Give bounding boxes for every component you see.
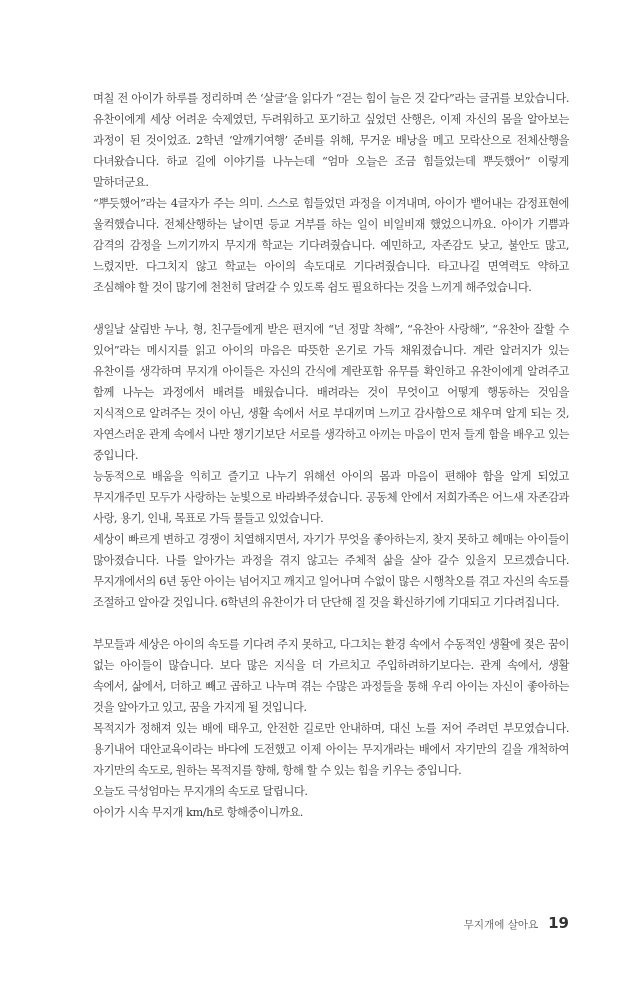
paragraph: 생일날 살림반 누나, 형, 친구들에게 받은 편지에 “넌 정말 착해”, “유찬아 사랑해”, “유찬아 잘할 수 있어”라는 메시지를 읽고 아이의 마음은 따뜻한 온기로 가득 채워졌습니다. 계란 알러지가 있는 유찬이를 생각하며 무지개 아이들은 자신의 간식에 계란포함 유무를 확인하고 유찬이에게 알려주고 함께 나누는 과정에서 배려를 배웠습니다. 배려라는 것이 무엇이고 어떻게 행동하는 것임을 지식적으로 알려주는 것이 아닌, 생활 속에서 서로 부대끼며 느끼고 감사함으로 채우며 알게 되는 것, 자연스러운 관계 속에서 나만 챙기기보단 서로를 생각하고 아끼는 마음이 먼저 들게 함을 배우고 있는 중입니다. [93, 323, 569, 462]
paragraph: 오늘도 극성엄마는 무지개의 속도로 달립니다. [93, 785, 308, 798]
section-gap [93, 298, 569, 319]
section-3 [93, 634, 569, 823]
paragraph: 목적지가 정해져 있는 배에 태우고, 안전한 길로만 안내하며, 대신 노를 저어 주려던 부모였습니다. 용기내어 대안교육이라는 바다에 도전했고 이제 아이는 무지개라는 배에서 자기만의 길을 개척하여 자기만의 속도로, 원하는 목적지를 향해, 항해 할 수 있는 힘을 키우는 중입니다. [93, 722, 569, 777]
paragraph: “뿌듯했어”라는 4글자가 주는 의미. 스스로 힘들었던 과정을 이겨내며, 아이가 뱉어내는 감정표현에 울컥했습니다. 전체산행하는 날이면 등교 거부를 하는 일이 비일비재 했었으니까요. 아이가 기쁨과 감격의 감정을 느끼기까지 무지개 학교는 기다려줬습니다. 예민하고, 자존감도 낮고, 불안도 많고, 느렸지만. 다그치지 않고 학교는 아이의 속도대로 기다려줬습니다. 타고나길 면역력도 약하고 조심해야 할 것이 많기에 천천히 달려갈 수 있도록 쉼도 필요하다는 것을 느끼게 해주었습니다. [93, 197, 569, 294]
paragraph: 아이가 시속 무지개 km/h로 항해중이니까요. [93, 806, 303, 819]
running-title: 무지개에 살아요 [463, 919, 539, 931]
page-number: 19 [548, 914, 569, 932]
paragraph: 능동적으로 배움을 익히고 즐기고 나누기 위해선 아이의 몸과 마음이 편해야 함을 알게 되었고 무지개주민 모두가 사랑하는 눈빛으로 바라봐주셨습니다. 공동체 안에서 저희가족은 어느새 자존감과 사랑, 용기, 인내, 목표로 가득 물들고 있었습니다. [93, 470, 569, 525]
section-gap [93, 613, 569, 634]
paragraph: 부모들과 세상은 아이의 속도를 기다려 주지 못하고, 다그치는 환경 속에서 수동적인 생활에 젖은 꿈이 없는 아이들이 많습니다. 보다 많은 지식을 더 가르치고 주입하려하기보다는. 관계 속에서, 생활 속에서, 삶에서, 더하고 빼고 곱하고 나누며 겪는 수많은 과정들을 통해 우리 아이는 자신이 좋아하는 것을 알아가고 있고, 꿈을 가지게 될 것입니다. [93, 638, 569, 714]
page-footer [464, 914, 569, 932]
paragraph: 며칠 전 아이가 하루를 정리하며 쓴 ‘살글’을 읽다가 “걷는 힘이 늘은 것 같다”라는 글귀를 보았습니다. 유찬이에게 세상 어려운 숙제였던, 두려워하고 포기하고 싶었던 산행은, 이제 자신의 몸을 알아보는 과정이 된 것이었죠. 2학년 ‘알깨기여행’ 준비를 위해, 무거운 배낭을 메고 모락산으로 전체산행을 다녀왔습니다. 하교 길에 이야기를 나누는데 “엄마 오늘은 조금 힘들었는데 뿌듯했어” 이렇게 말하더군요. [93, 92, 569, 189]
paragraph: 세상이 빠르게 변하고 경쟁이 치열해지면서, 자기가 무엇을 좋아하는지, 찾지 못하고 헤매는 아이들이 많아졌습니다. 나를 알아가는 과정을 겪지 않고는 주체적 삶을 살아 갈수 있을지 모르겠습니다. 무지개에서의 6년 동안 아이는 넘어지고 깨지고 일어나며 수없이 많은 시행착오를 겪고 자신의 속도를 조절하고 알아갈 것입니다. 6학년의 유찬이가 더 단단해 질 것을 확신하기에 기대되고 기다려집니다. [93, 533, 569, 609]
page-body [93, 88, 569, 823]
section-2 [93, 319, 569, 613]
section-1 [93, 88, 569, 298]
